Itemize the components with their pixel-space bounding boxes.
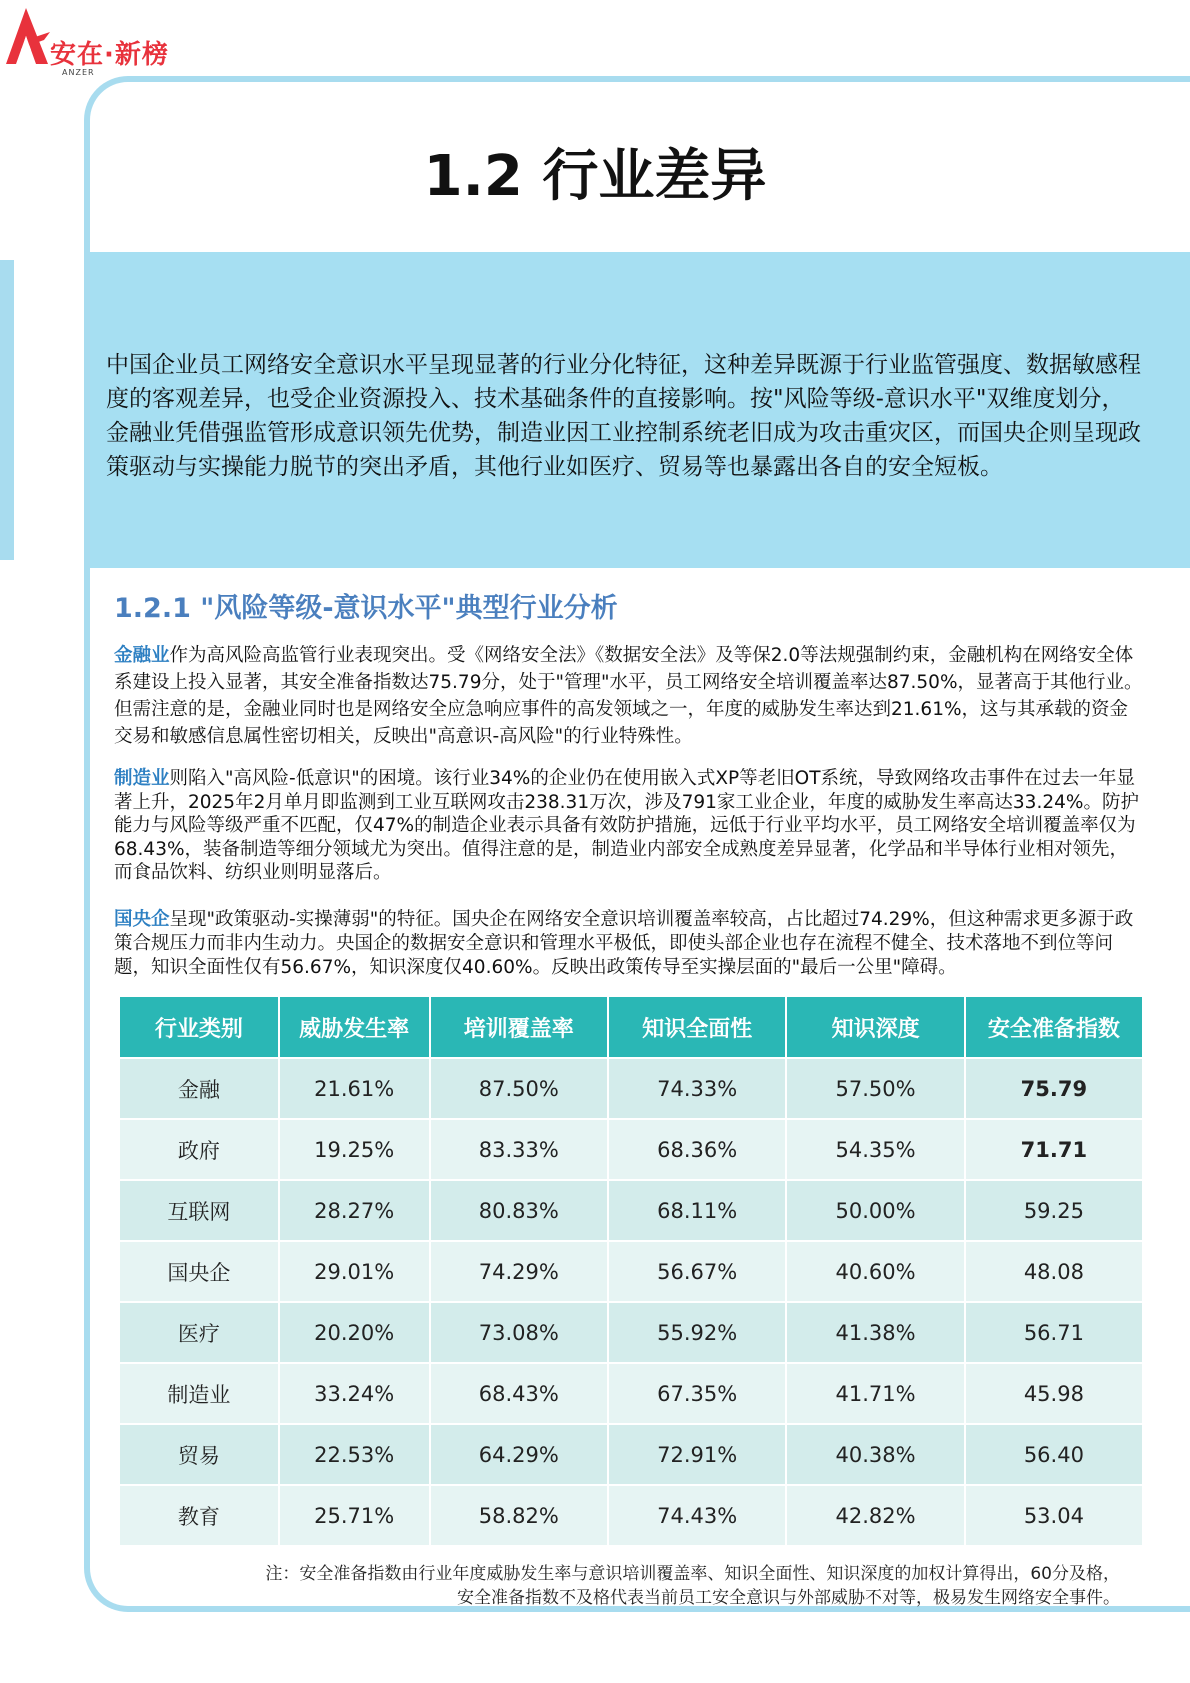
cell-knowledge-breadth: 72.91% [609,1423,787,1484]
note-line-1: 注：安全准备指数由行业年度威胁发生率与意识培训覆盖率、知识全面性、知识深度的加权计算得出，60分及格， [265,1564,1120,1584]
header-readiness-index: 安全准备指数 [966,997,1142,1057]
cell-industry: 金融 [120,1057,280,1118]
brand-name: 安在·新榜 [50,40,169,70]
header-threat-rate: 威胁发生率 [280,997,431,1057]
cell-knowledge-breadth: 56.67% [609,1240,787,1301]
cell-knowledge-breadth: 74.33% [609,1057,787,1118]
cell-knowledge-breadth: 67.35% [609,1362,787,1423]
cell-readiness-index: 53.04 [966,1484,1142,1545]
cell-knowledge-depth: 54.35% [787,1118,965,1179]
cell-industry: 制造业 [120,1362,280,1423]
cell-threat-rate: 29.01% [280,1240,431,1301]
cell-knowledge-breadth: 68.11% [609,1179,787,1240]
table-row [120,1240,1142,1301]
paragraph-manufacturing-text: 则陷入"高风险-低意识"的困境。该行业34%的企业仍在使用嵌入式XP等老旧OT系统，导致网络攻击事件在过去一年显著上升，2025年2月单月即监测到工业互联网攻击238.31万次，涉及791家工业企业，年度的威胁发生率高达33.24%。防护能力与风险等级严重不匹配，仅47%的制造企业表示具备有效防护措施，远低于行业平均水平，员工网络安全培训覆盖率仅为68.43%，装备制造等细分领域尤为突出。值得注意的是，制造业内部安全成熟度差异显著，化学品和半导体行业相对领先，而食品饮料、纺织业则明显落后。 [114,768,1139,883]
cell-industry: 互联网 [120,1179,280,1240]
cell-knowledge-depth: 50.00% [787,1179,965,1240]
cell-readiness-index: 45.98 [966,1362,1142,1423]
cell-knowledge-breadth: 55.92% [609,1301,787,1362]
cell-readiness-index: 56.71 [966,1301,1142,1362]
cell-training-coverage: 80.83% [431,1179,609,1240]
cell-training-coverage: 83.33% [431,1118,609,1179]
cell-training-coverage: 64.29% [431,1423,609,1484]
cell-knowledge-breadth: 68.36% [609,1118,787,1179]
cell-readiness-index: 59.25 [966,1179,1142,1240]
cell-industry: 国央企 [120,1240,280,1301]
header-knowledge-depth: 知识深度 [787,997,965,1057]
brand-logo [4,6,194,76]
header-industry: 行业类别 [120,997,280,1057]
cell-readiness-index: 75.79 [966,1057,1142,1118]
cell-knowledge-depth: 57.50% [787,1057,965,1118]
header-knowledge-breadth: 知识全面性 [609,997,787,1057]
table-body [120,1057,1142,1545]
cell-readiness-index: 56.40 [966,1423,1142,1484]
cell-knowledge-depth: 41.71% [787,1362,965,1423]
table-row [120,1057,1142,1118]
cell-threat-rate: 25.71% [280,1484,431,1545]
table-row [120,1423,1142,1484]
cell-knowledge-depth: 41.38% [787,1301,965,1362]
table-row [120,1484,1142,1545]
paragraph-finance-text: 作为高风险高监管行业表现突出。受《网络安全法》《数据安全法》及等保2.0等法规强制约束，金融机构在网络安全体系建设上投入显著，其安全准备指数达75.79分，处于"管理"水平，员工网络安全培训覆盖率达87.50%，显著高于其他行业。但需注意的是，金融业同时也是网络安全应急响应事件的高发领域之一，年度的威胁发生率达到21.61%，这与其承载的资金交易和敏感信息属性密切相关，反映出"高意识-高风险"的行业特殊性。 [114,645,1143,747]
cell-industry: 教育 [120,1484,280,1545]
cell-knowledge-breadth: 74.43% [609,1484,787,1545]
table-row [120,1362,1142,1423]
cell-training-coverage: 73.08% [431,1301,609,1362]
cell-industry: 贸易 [120,1423,280,1484]
intro-text: 中国企业员工网络安全意识水平呈现显著的行业分化特征，这种差异既源于行业监管强度、数据敏感程度的客观差异，也受企业资源投入、技术基础条件的直接影响。按"风险等级-意识水平"双维度划分，金融业凭借强监管形成意识领先优势，制造业因工业控制系统老旧成为攻击重灾区，而国央企则呈现政策驱动与实操能力脱节的突出矛盾，其他行业如医疗、贸易等也暴露出各自的安全短板。 [106,352,1141,480]
paragraph-finance [114,642,1144,750]
cell-knowledge-depth: 42.82% [787,1484,965,1545]
cell-threat-rate: 28.27% [280,1179,431,1240]
cell-readiness-index: 48.08 [966,1240,1142,1301]
table-row [120,1118,1142,1179]
table-row [120,1301,1142,1362]
cell-threat-rate: 22.53% [280,1423,431,1484]
table-note [265,1562,1120,1610]
cell-threat-rate: 20.20% [280,1301,431,1362]
keyword-soe: 国央企 [114,909,170,930]
table-header-row [120,997,1142,1057]
paragraph-soe [114,908,1144,980]
industry-table [120,997,1142,1545]
cell-readiness-index: 71.71 [966,1118,1142,1179]
section-heading: 1.2.1 "风险等级-意识水平"典型行业分析 [114,593,618,624]
keyword-manufacturing: 制造业 [114,768,170,789]
paragraph-manufacturing [114,767,1144,885]
cell-training-coverage: 58.82% [431,1484,609,1545]
brand-sub: ANZER [62,68,95,77]
cell-threat-rate: 19.25% [280,1118,431,1179]
cell-knowledge-depth: 40.60% [787,1240,965,1301]
cell-training-coverage: 68.43% [431,1362,609,1423]
cell-training-coverage: 74.29% [431,1240,609,1301]
left-accent-tab [0,260,14,560]
note-line-2: 安全准备指数不及格代表当前员工安全意识与外部威胁不对等，极易发生网络安全事件。 [457,1588,1120,1608]
cell-threat-rate: 33.24% [280,1362,431,1423]
cell-industry: 政府 [120,1118,280,1179]
cell-training-coverage: 87.50% [431,1057,609,1118]
cell-threat-rate: 21.61% [280,1057,431,1118]
cell-knowledge-depth: 40.38% [787,1423,965,1484]
keyword-finance: 金融业 [114,645,170,666]
header-training-coverage: 培训覆盖率 [431,997,609,1057]
cell-industry: 医疗 [120,1301,280,1362]
table-row [120,1179,1142,1240]
logo-mark-icon [4,6,54,70]
paragraph-soe-text: 呈现"政策驱动-实操薄弱"的特征。国央企在网络安全意识培训覆盖率较高，占比超过74.29%，但这种需求更多源于政策合规压力而非内生动力。央国企的数据安全意识和管理水平极低，即使头部企业也存在流程不健全、技术落地不到位等问题，知识全面性仅有56.67%，知识深度仅40.60%。反映出政策传导至实操层面的"最后一公里"障碍。 [114,909,1134,978]
page-title: 1.2 行业差异 [423,144,767,209]
